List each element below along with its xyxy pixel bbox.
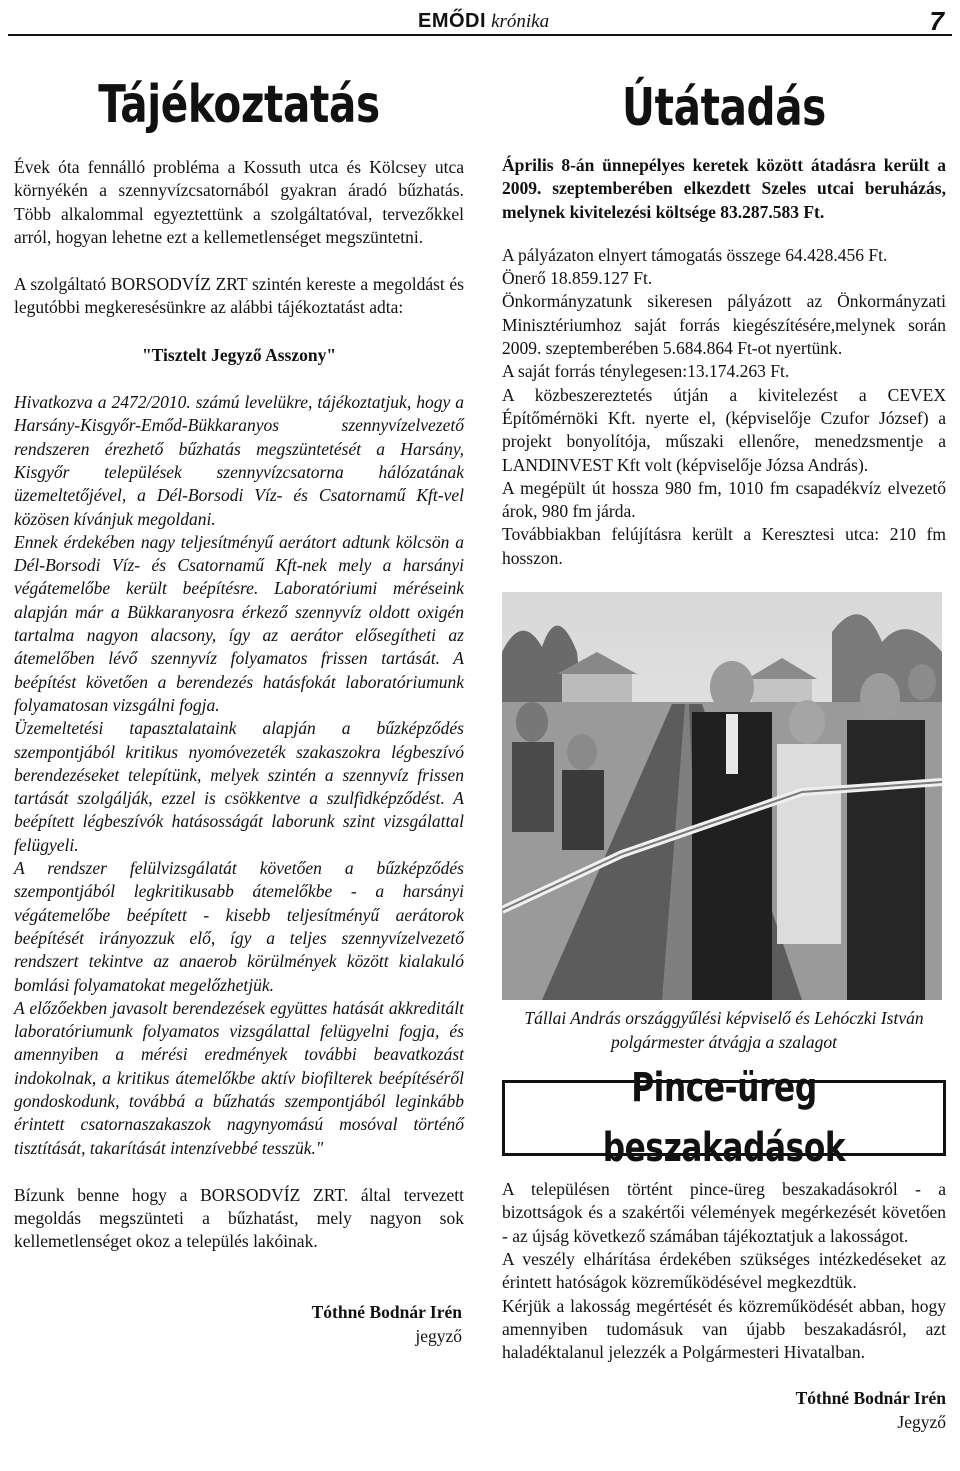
funding-line-1: A pályázaton elnyert támogatás összege 64.428.456 Ft.	[502, 244, 888, 265]
masthead-bold: EMŐDI	[418, 10, 487, 32]
funding-line-4: A saját forrás ténylegesen:13.174.263 Ft.	[502, 361, 790, 382]
right-column	[502, 40, 946, 1434]
header-rule	[8, 34, 952, 36]
letter-paragraph-1: Hivatkozva a 2472/2010. számú levelükre, tájékoztatjuk, hogy a Harsány-Kisgyőr-Emőd-Bükkaranyos szennyvízelvezető rendszeren érezhető bűzhatás megszüntetését a Harsány, Kisgyőr települések szennyvízcsatorna hálózatának üzemeltetőjével, a Dél-Borsodi Víz- és Csatornamű Kft-vel közösen kívánjuk megoldani.	[14, 392, 464, 529]
photo-caption: Tállai András országgyűlési képviselő és Lehóczki István polgármester átvágja a szalagot	[524, 1008, 924, 1053]
boxed-title-frame	[502, 1065, 946, 1172]
letter-paragraph-2: Ennek érdekében nagy teljesítményű aerátort adtunk kölcsön a Dél-Borsodi Víz- és Csatornamű Kft-nek mely a harsányi végátemelőbe került beépítésre. Laboratóriumi méréseink alapján már a Bükkaranyosra érkező szennyvíz oldott oxigén tartalma nagyon alacsony, így az aerátor elősegítheti az átemelőben lévő szennyvíz folyamatos frissen tartását. A beépítést követően a berendezés hatásfokát laboratóriumunk folyamatosan vizsgálni fogja.	[14, 531, 464, 715]
funding-line-7: Továbbiakban felújításra került a Keresztesi utca: 210 fm hosszon.	[502, 524, 946, 568]
cave-paragraph-3: Kérjük a lakosság megértését és közreműködését abban, hogy amennyiben tudomásuk van újabb beszakadásról, azt haladéktalanul jelezzék a Polgármesteri Hivatalban.	[502, 1295, 946, 1363]
letter-paragraph-3: Üzemeltetési tapasztalataink alapján a bűzképződés szempontjából kritikus nyomóvezeték szakaszokra légbeszívó berendezéseket telepítünk, melyek szintén a szennyvíz frissen tartását szolgálják, ezzel is csökkentve a szulfidképződést. A beépített légbeszívók hatásosságát laborunk szint vizsgálattal felügyeli.	[14, 718, 464, 855]
page-header	[0, 0, 960, 34]
cave-paragraph-2: A veszély elhárítása érdekében szükséges intézkedéseket az érintett hatóságok közreműködésével megkezdtük.	[502, 1248, 946, 1293]
signature-title-right: Jegyző	[897, 1412, 946, 1433]
funding-line-5: A közbeszereztetés útján a kivitelezést a CEVEX Építőmérnöki Kft. nyerte el, (képviselője Czufor József) a projekt bonyolítója, műszaki ellenőre, menedzsmentje a LANDINVEST Kft volt (képviselője Józsa András).	[502, 384, 946, 475]
masthead-italic: krónika	[491, 11, 550, 32]
funding-line-3: Önkormányzatunk sikeresen pályázott az Önkormányzati Minisztériumhoz saját forrás kiegészítésére,melynek során 2009. szeptemberében 5.684.864 Ft-ot nyertünk.	[502, 291, 946, 359]
cave-paragraph-1: A településen történt pince-üreg beszakadásokról - a bizottságok és a szakértői vélemények megérkezését követően - az újság következő számában tájékoztatjuk a lakosságot.	[502, 1179, 946, 1246]
article-title-utatadas: Útátadás	[622, 78, 826, 138]
masthead	[418, 10, 549, 33]
salutation: "Tisztelt Jegyző Asszony"	[141, 344, 337, 365]
page-number: 7	[929, 6, 944, 36]
signature-name: Tóthné Bodnár Irén	[311, 1301, 462, 1322]
letter-paragraph-5: A előzőekben javasolt berendezések együttes hatását akkreditált laboratóriumunk folyamatos vizsgálattal felügyelni fogja, és amennyiben a mérési eredmények további beavatkozást indokolnak, a kritikus átemelőkbe aktív biofilterek beépítéséről gondoskodunk, továbbá a bűzhatás szempontjából leginkább érintett csatornaszakaszok nagynyomású mosóval történő tisztítását, takarítását intenzívebbé tesszük."	[14, 997, 464, 1158]
lead-paragraph: Április 8-án ünnepélyes keretek között átadásra került a 2009. szeptemberében elkezdett Szeles utcai beruházás, melynek kivitelezési költsége 83.287.583 Ft.	[502, 155, 946, 222]
left-column	[14, 40, 464, 1348]
funding-line-2: Önerő 18.859.127 Ft.	[502, 268, 653, 289]
signature-title: jegyző	[415, 1325, 462, 1346]
provider-paragraph: A szolgáltató BORSODVÍZ ZRT szintén kereste a megoldást és legutóbbi megkeresésünkre az alábbi tájékoztatást adta:	[14, 274, 464, 318]
ribbon-cutting-photo	[502, 592, 942, 1000]
article-title-pince-ureg: Pince-üreg beszakadások	[602, 1065, 846, 1172]
signature-name-right: Tóthné Bodnár Irén	[795, 1388, 946, 1409]
closing-paragraph: Bízunk benne hogy a BORSODVÍZ ZRT. által tervezett megoldás megszünteti a bűzhatást, mely nagyon sok kellemetlenséget okoz a település lakóinak.	[14, 1184, 464, 1252]
article-title-tajekoztatas: Tájékoztatás	[98, 75, 380, 135]
letter-paragraph-4: A rendszer felülvizsgálatát követően a bűzképződés szempontjából legkritikusabb átemelőkbe - a harsányi végátemelőbe beépített - kisebb teljesítményű aerátorok beépítését irányozzuk elő, így a teljes szennyvízelvezető rendszert tekintve az anaerob körülmények között kialakuló bomlási folyamatokat megelőzhetjük.	[14, 858, 464, 995]
intro-paragraph: Évek óta fennálló probléma a Kossuth utca és Kölcsey utca környékén a szennyvízcsatornából gyakran áradó bűzhatás. Több alkalommal egyeztettünk a szolgáltatóval, tervezőkkel arról, hogyan lehetne ezt a kellemetlenséget megszüntetni.	[14, 157, 464, 247]
funding-line-6: A megépült út hossza 980 fm, 1010 fm csapadékvíz elvezető árok, 980 fm járda.	[502, 477, 946, 522]
